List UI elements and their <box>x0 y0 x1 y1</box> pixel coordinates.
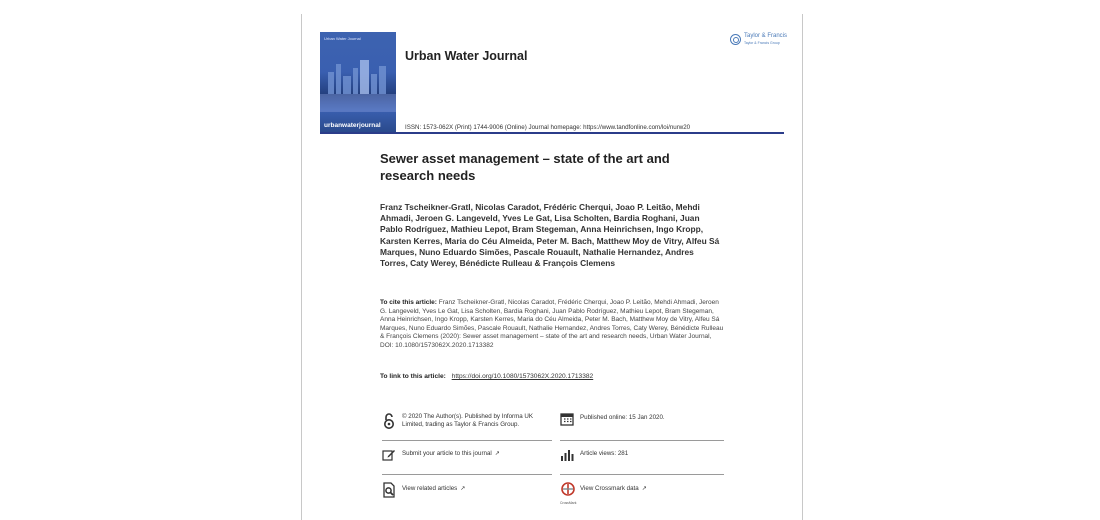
external-link-icon: ↗ <box>460 486 466 492</box>
article-link-line <box>380 373 593 380</box>
external-link-icon: ↗ <box>494 451 500 457</box>
crossmark-icon-label: CrossMark <box>560 501 577 505</box>
header-divider <box>320 132 784 134</box>
copyright-text: © 2020 The Author(s). Published by Informa UK Limited, trading as Taylor & Francis Group. <box>402 413 534 428</box>
cover-subtitle: Urban Water Journal <box>324 36 361 41</box>
cite-text: Franz Tscheikner-Gratl, Nicolas Caradot, Frédéric Cherqui, Joao P. Leitão, Mehdi Ahmadi, Jeroen G. Langeveld, Yves Le Gat, Lisa Scholten, Bardia Roghani, Juan Pablo Rodríguez, Mathieu Lepot, Bram Stegeman, Anna Heinrichsen, Ingo Kropp, Karsten Kerres, Maria do Céu Almeida, Peter M. Bach, Matthew Moy de Vitry, Alfeu Sá Marques, Nuno Eduardo Simões, Pascale Rouault, Nathalie Hernandez, Andres Torres, Caty Werey, Bénédicte Rulleau & François Clemens (2020): Sewer asset management – state of the art and research needs, Urban Water Journal, DOI: 10.1080/1573062X.2020.1713382 <box>380 299 724 349</box>
open-access-icon <box>382 412 396 430</box>
journal-name: Urban Water Journal <box>405 49 528 63</box>
related-text: View related articles <box>402 485 458 492</box>
issn-line: ISSN: 1573-062X (Print) 1744-9006 (Online) Journal homepage: https://www.tandfonline.com/loi/nurw20 <box>405 124 691 131</box>
related-articles-icon <box>382 482 396 498</box>
link-label: To link to this article: <box>380 373 446 380</box>
author-list: Franz Tscheikner-Gratl, Nicolas Caradot, Frédéric Cherqui, Joao P. Leitão, Mehdi Ahmadi, Jeroen G. Langeveld, Yves Le Gat, Lisa Scholten, Bardia Roghani, Juan Pablo Rodríguez, Mathieu Lepot, Bram Stegeman, Anna Heinrichsen, Ingo Kropp, Karsten Kerres, Maria do Céu Almeida, Peter M. Bach, Matthew Moy de Vitry, Alfeu Sá Marques, Nuno Eduardo Simões, Pascale Rouault, Nathalie Hernandez, Andres Torres, Caty Werey, Bénédicte Rulleau & François Clemens <box>380 202 720 269</box>
crossmark-icon <box>560 482 576 500</box>
submit-text: Submit your article to this journal <box>402 450 492 457</box>
views-text: Article views: 281 <box>580 450 629 457</box>
crossmark-text: View Crossmark data <box>580 485 639 492</box>
pdf-page <box>301 14 803 520</box>
external-link-icon: ↗ <box>641 486 647 492</box>
citation-block <box>380 299 724 351</box>
cover-title: urbanwaterjournal <box>324 122 381 129</box>
publisher-logo-icon <box>730 34 741 45</box>
bar-chart-icon <box>560 448 574 462</box>
journal-cover-image <box>320 32 396 132</box>
publisher-tagline: Taylor & Francis Group <box>744 41 780 45</box>
cite-label: To cite this article: <box>380 299 437 306</box>
edit-icon <box>382 448 396 462</box>
published-text: Published online: 15 Jan 2020. <box>580 414 665 421</box>
publisher-name: Taylor & Francis <box>744 33 788 39</box>
publisher-logo[interactable] <box>730 32 794 52</box>
calendar-icon <box>560 412 574 426</box>
article-title: Sewer asset management – state of the art and research needs <box>380 151 670 183</box>
doi-link[interactable]: https://doi.org/10.1080/1573062X.2020.1713382 <box>451 373 594 380</box>
